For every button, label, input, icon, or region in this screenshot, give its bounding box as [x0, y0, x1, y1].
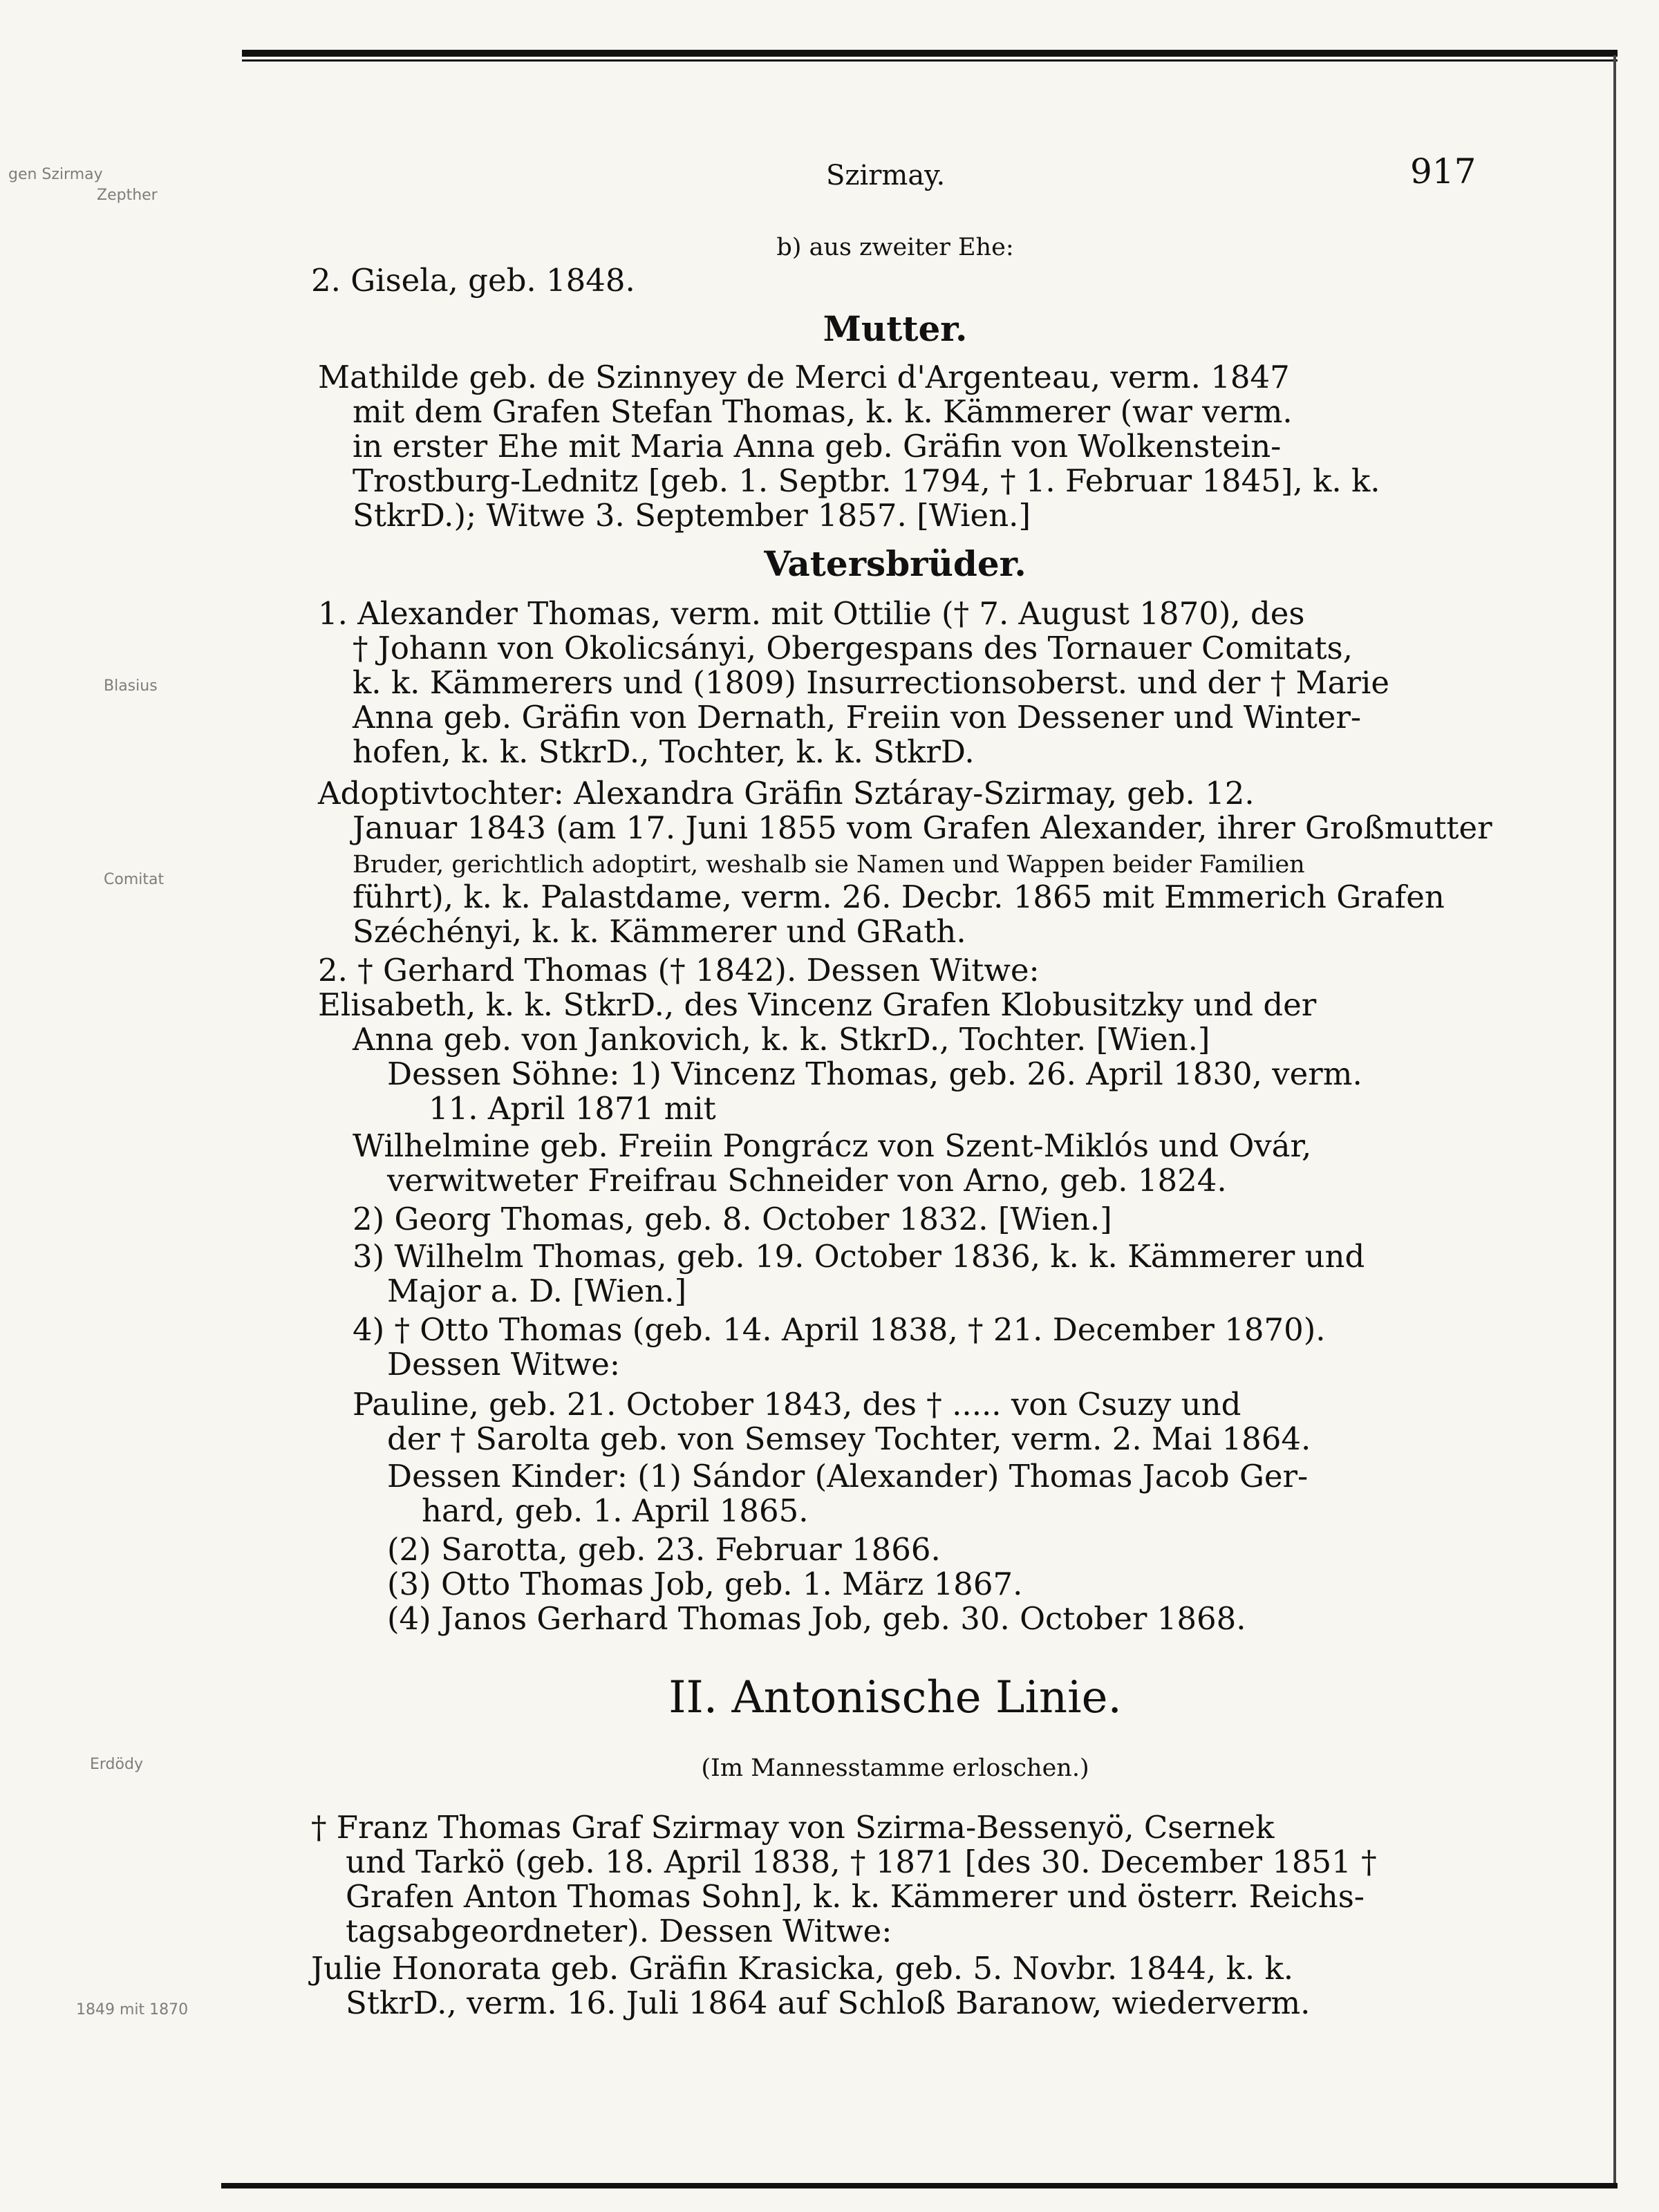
entry-line: der † Sarolta geb. von Semsey Tochter, verm. 2. Mai 1864.: [387, 1421, 1311, 1457]
entry-line: 2) Georg Thomas, geb. 8. October 1832. [Wien.]: [353, 1201, 1112, 1237]
top-rule-thin: [242, 59, 1618, 62]
entry-line: Trostburg-Lednitz [geb. 1. Septbr. 1794, † 1. Februar 1845], k. k.: [353, 462, 1380, 499]
entry-line: Julie Honorata geb. Gräfin Krasicka, geb. 5. Novbr. 1844, k. k.: [311, 1950, 1294, 1987]
entry-line: hofen, k. k. StkrD., Tochter, k. k. StkrD.: [353, 733, 975, 770]
entry-line: StkrD.); Witwe 3. September 1857. [Wien.]: [353, 497, 1031, 534]
entry-line: Anna geb. Gräfin von Dernath, Freiin von Dessener und Winter-: [353, 699, 1362, 735]
entry-line: verwitweter Freifrau Schneider von Arno, geb. 1824.: [387, 1162, 1227, 1199]
entry-line: Wilhelmine geb. Freiin Pongrácz von Szent-Miklós und Ovár,: [353, 1127, 1312, 1164]
entry-line: (3) Otto Thomas Job, geb. 1. März 1867.: [387, 1566, 1023, 1602]
entry-line: Pauline, geb. 21. October 1843, des † ..... von Csuzy und: [353, 1386, 1241, 1423]
gutter-fragment: Zepther: [97, 187, 158, 204]
entry-line: † Franz Thomas Graf Szirmay von Szirma-Bessenyö, Csernek: [311, 1809, 1275, 1846]
entry-line: hard, geb. 1. April 1865.: [422, 1492, 809, 1529]
entry-line: und Tarkö (geb. 18. April 1838, † 1871 [des 30. December 1851 †: [346, 1844, 1377, 1880]
left-gutter-bleedthrough: [0, 0, 235, 2212]
entry-line: Dessen Kinder: (1) Sándor (Alexander) Thomas Jacob Ger-: [387, 1458, 1309, 1494]
entry-line: Mathilde geb. de Szinnyey de Merci d'Argenteau, verm. 1847: [318, 359, 1290, 395]
entry-line: 4) † Otto Thomas (geb. 14. April 1838, † 21. December 1870).: [353, 1311, 1326, 1348]
entry-line: in erster Ehe mit Maria Anna geb. Gräfin von Wolkenstein-: [353, 428, 1282, 465]
gutter-fragment: Comitat: [104, 871, 165, 888]
entry-line: Januar 1843 (am 17. Juni 1855 vom Grafen Alexander, ihrer Großmutter: [353, 809, 1492, 846]
section-title-antonische-linie: II. Antonische Linie.: [668, 1672, 1122, 1723]
top-rule: [242, 50, 1618, 57]
entry-line: 1. Alexander Thomas, verm. mit Ottilie († 7. August 1870), des: [318, 595, 1305, 632]
entry-line: StkrD., verm. 16. Juli 1864 auf Schloß Baranow, wiederverm.: [346, 1985, 1311, 2021]
bottom-rule: [221, 2183, 1618, 2188]
entry-line: 2. † Gerhard Thomas († 1842). Dessen Witwe:: [318, 952, 1040, 988]
entry-line: 2. Gisela, geb. 1848.: [311, 262, 635, 299]
section-heading-mutter: Mutter.: [823, 308, 968, 349]
entry-line: mit dem Grafen Stefan Thomas, k. k. Kämmerer (war verm.: [353, 393, 1293, 430]
entry-line: Széchényi, k. k. Kämmerer und GRath.: [353, 913, 966, 950]
gutter-fragment: Blasius: [104, 677, 158, 695]
entry-line: (2) Sarotta, geb. 23. Februar 1866.: [387, 1531, 941, 1568]
entry-line: Dessen Söhne: 1) Vincenz Thomas, geb. 26. April 1830, verm.: [387, 1056, 1362, 1092]
section-heading-vatersbrueder: Vatersbrüder.: [764, 543, 1027, 584]
entry-line: Anna geb. von Jankovich, k. k. StkrD., Tochter. [Wien.]: [353, 1021, 1210, 1058]
entry-line: Grafen Anton Thomas Sohn], k. k. Kämmerer und österr. Reichs-: [346, 1878, 1365, 1915]
gutter-fragment: gen Szirmay: [8, 166, 103, 183]
entry-line: 11. April 1871 mit: [429, 1090, 716, 1127]
right-edge-rule: [1613, 55, 1616, 2184]
gutter-fragment: Erdödy: [90, 1756, 143, 1773]
entry-line: Major a. D. [Wien.]: [387, 1273, 687, 1309]
entry-line: k. k. Kämmerers und (1809) Insurrectionsoberst. und der † Marie: [353, 664, 1389, 701]
entry-line: tagsabgeordneter). Dessen Witwe:: [346, 1913, 892, 1949]
running-title: Szirmay.: [826, 160, 946, 191]
page-number: 917: [1410, 151, 1477, 191]
entry-line: Dessen Witwe:: [387, 1346, 621, 1382]
entry-line: (4) Janos Gerhard Thomas Job, geb. 30. October 1868.: [387, 1600, 1246, 1637]
section-subheading: b) aus zweiter Ehe:: [776, 234, 1014, 261]
section-subtitle: (Im Mannesstamme erloschen.): [701, 1754, 1089, 1782]
gutter-fragment: 1849 mit 1870: [76, 2001, 189, 2018]
entry-line: Elisabeth, k. k. StkrD., des Vincenz Grafen Klobusitzky und der: [318, 986, 1317, 1023]
entry-line: Bruder, gerichtlich adoptirt, weshalb sie Namen und Wappen beider Familien: [353, 851, 1305, 879]
entry-line: 3) Wilhelm Thomas, geb. 19. October 1836, k. k. Kämmerer und: [353, 1238, 1365, 1275]
entry-line: Adoptivtochter: Alexandra Gräfin Sztáray-Szirmay, geb. 12.: [318, 775, 1255, 812]
entry-line: führt), k. k. Palastdame, verm. 26. Decbr. 1865 mit Emmerich Grafen: [353, 879, 1445, 915]
entry-line: † Johann von Okolicsányi, Obergespans des Tornauer Comitats,: [353, 630, 1353, 666]
